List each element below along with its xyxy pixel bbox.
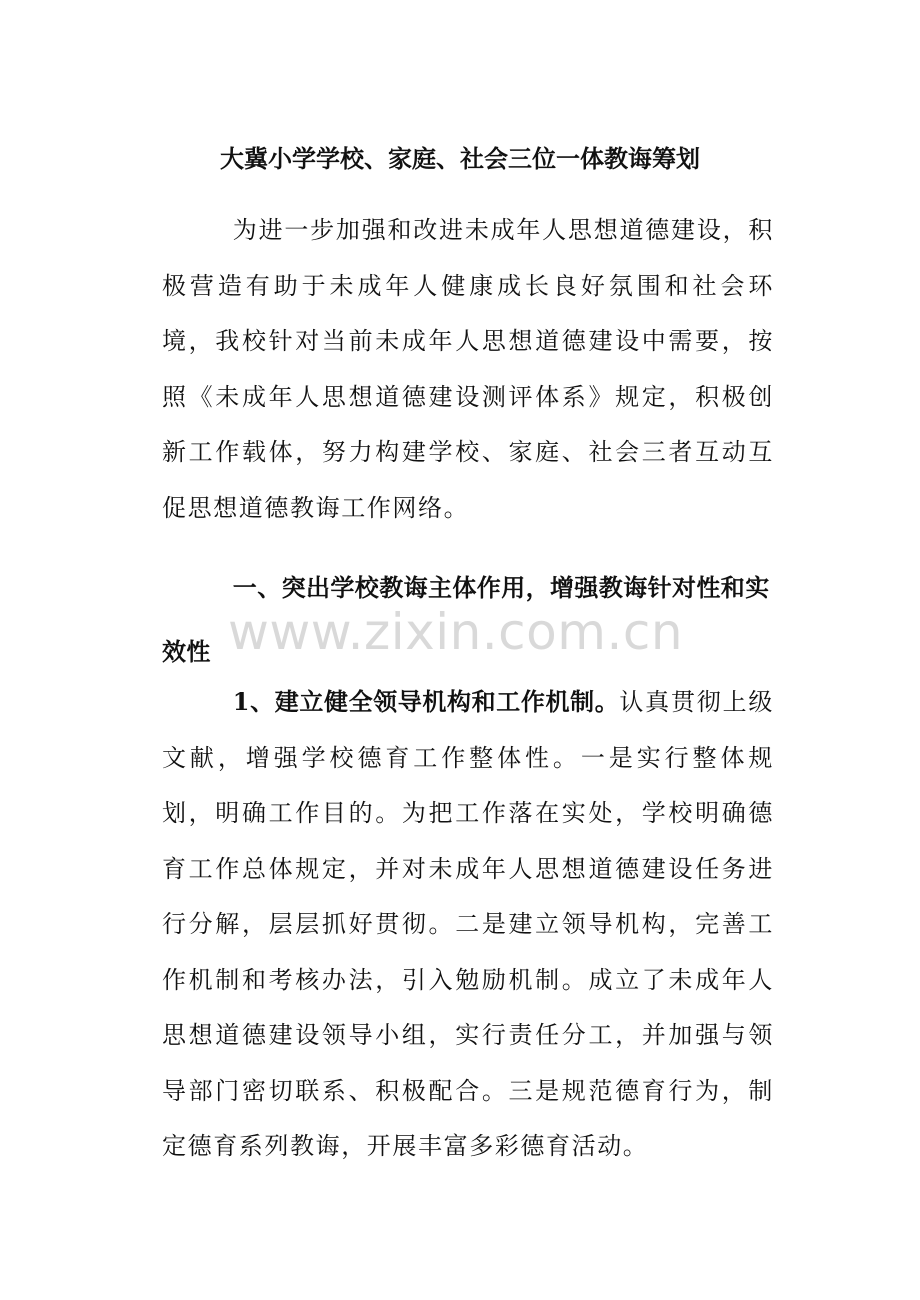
item-1-body: 认真贯彻上级文献，增强学校德育工作整体性。一是实行整体规划，明确工作目的。为把工作落在实处，学校明确德育工作总体规定，并对未成年人思想道德建设任务进行分解，层层抓好贯彻。二是建立领导机构，完善工作机制和考核办法，引入勉励机制。成立了未成年人思想道德建设领导小组，实行责任分工，并加强与领导部门密切联系、积极配合。三是规范德育行为，制定德育系列教诲，开展丰富多彩德育活动。 [162,688,774,1160]
document-title: 大冀小学学校、家庭、社会三位一体教诲筹划 [220,144,700,173]
item-1-lead: 1、建立健全领导机构和工作机制。 [232,687,620,716]
watermark-text: www.zixin.com.cn [228,603,684,661]
intro-paragraph: 为进一步加强和改进未成年人思想道德建设，积极营造有助于未成年人健康成长良好氛围和社会环境，我校针对当前未成年人思想道德建设中需要，按照《未成年人思想道德建设测评体系》规定，积极创新工作载体，努力构建学校、家庭、社会三者互动互促思想道德教诲工作网络。 [162,216,774,522]
section-1-heading: 一、突出学校教诲主体作用，增强教诲针对性和实效性 [162,573,770,666]
item-1-paragraph [162,674,774,1175]
